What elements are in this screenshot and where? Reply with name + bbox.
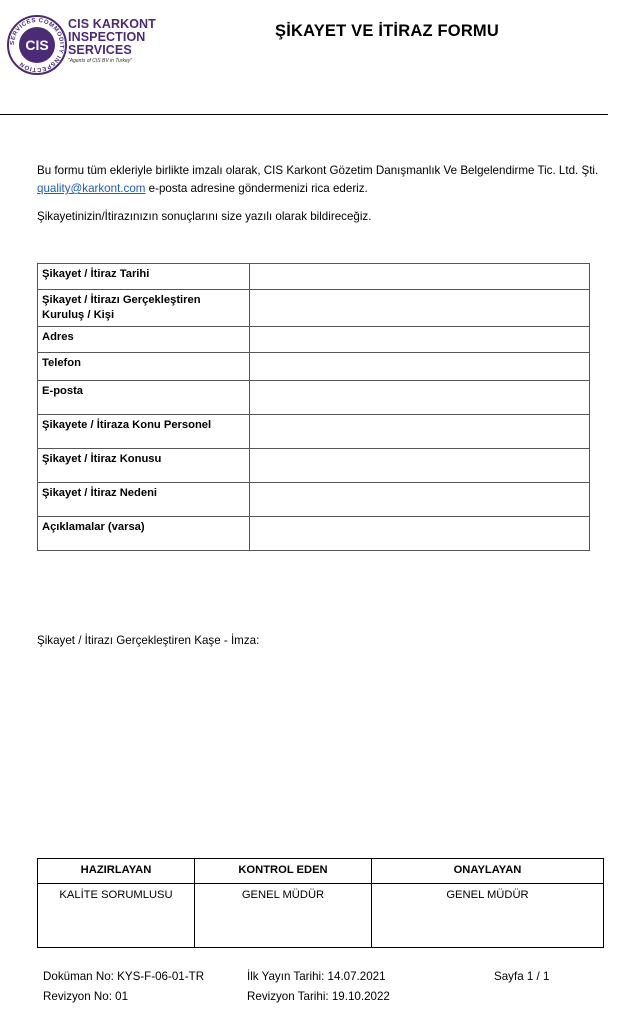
form-row: [38, 264, 590, 290]
form-label: Adres: [38, 327, 250, 353]
form-row: [38, 381, 590, 415]
signature-label: Şikayet / İtirazı Gerçekleştiren Kaşe - İmza:: [37, 634, 260, 647]
form-row: [38, 517, 590, 551]
approval-header-row: [38, 859, 604, 884]
form-value-field[interactable]: [250, 327, 590, 353]
email-link[interactable]: quality@karkont.com: [37, 182, 146, 195]
revision-number: Revizyon No: 01: [43, 990, 129, 1003]
form-label: Şikayet / İtiraz Tarihi: [38, 264, 250, 290]
seal-text: CIS: [25, 37, 49, 53]
form-value-field[interactable]: [250, 449, 590, 483]
form-row: [38, 483, 590, 517]
form-label: Şikayet / İtiraz Nedeni: [38, 483, 250, 517]
header-divider: [0, 114, 608, 115]
form-label: Açıklamalar (varsa): [38, 517, 250, 551]
approval-header: HAZIRLAYAN: [38, 859, 195, 884]
first-release-date: İlk Yayın Tarihi: 14.07.2021: [247, 970, 386, 983]
logo-tagline: "Agents of CIS BV in Turkey": [68, 58, 133, 64]
logo-name-line: INSPECTION: [68, 30, 146, 44]
cis-seal-icon: [6, 14, 68, 76]
doc-number: Doküman No: KYS-F-06-01-TR: [43, 970, 205, 983]
form-value-field[interactable]: [250, 381, 590, 415]
form-value-field[interactable]: [250, 415, 590, 449]
complaint-form-table: [37, 263, 590, 551]
form-value-field[interactable]: [250, 290, 590, 327]
form-label: Şikayete / İtiraza Konu Personel: [38, 415, 250, 449]
approval-value: GENEL MÜDÜR: [195, 884, 372, 948]
footer-dates: [247, 967, 390, 1007]
approval-table: [37, 858, 604, 948]
approval-value-row: [38, 884, 604, 948]
intro-paragraph: [37, 162, 609, 198]
form-row: [38, 353, 590, 381]
form-label: E-posta: [38, 381, 250, 415]
approval-header: ONAYLAYAN: [372, 859, 604, 884]
company-logo: [6, 14, 166, 78]
form-label: Şikayet / İtiraz Konusu: [38, 449, 250, 483]
logo-name-line: CIS KARKONT: [68, 17, 156, 31]
result-note: Şikayetinizin/İtirazınızın sonuçlarını size yazılı olarak bildireceğiz.: [37, 210, 372, 223]
seal-ring-text: SERVICES COMMODITY INSPECTION: [9, 17, 65, 73]
document-title: ŞİKAYET VE İTİRAZ FORMU: [274, 22, 499, 40]
footer-document-info: [43, 967, 204, 1007]
form-row: [38, 449, 590, 483]
form-label: Telefon: [38, 353, 250, 381]
approval-value: GENEL MÜDÜR: [372, 884, 604, 948]
logo-name-line: SERVICES: [68, 43, 132, 57]
revision-date: Revizyon Tarihi: 19.10.2022: [247, 990, 390, 1003]
footer-page: [494, 967, 549, 987]
form-value-field[interactable]: [250, 517, 590, 551]
page-number: Sayfa 1 / 1: [494, 970, 550, 983]
approval-value: KALİTE SORUMLUSU: [38, 884, 195, 948]
approval-header: KONTROL EDEN: [195, 859, 372, 884]
form-value-field[interactable]: [250, 353, 590, 381]
form-row: [38, 415, 590, 449]
intro-text-end: e-posta adresine göndermenizi rica ederiz.: [145, 182, 368, 195]
form-row: [38, 327, 590, 353]
form-row: [38, 290, 590, 327]
intro-text: Bu formu tüm ekleriyle birlikte imzalı olarak, CIS Karkont Gözetim Danışmanlık Ve Belgelendirme Tic. Ltd. Şti.: [37, 164, 599, 177]
form-value-field[interactable]: [250, 483, 590, 517]
form-label: Şikayet / İtirazı Gerçekleştiren Kuruluş / Kişi: [38, 290, 250, 327]
form-value-field[interactable]: [250, 264, 590, 290]
logo-wordmark: [68, 18, 156, 65]
